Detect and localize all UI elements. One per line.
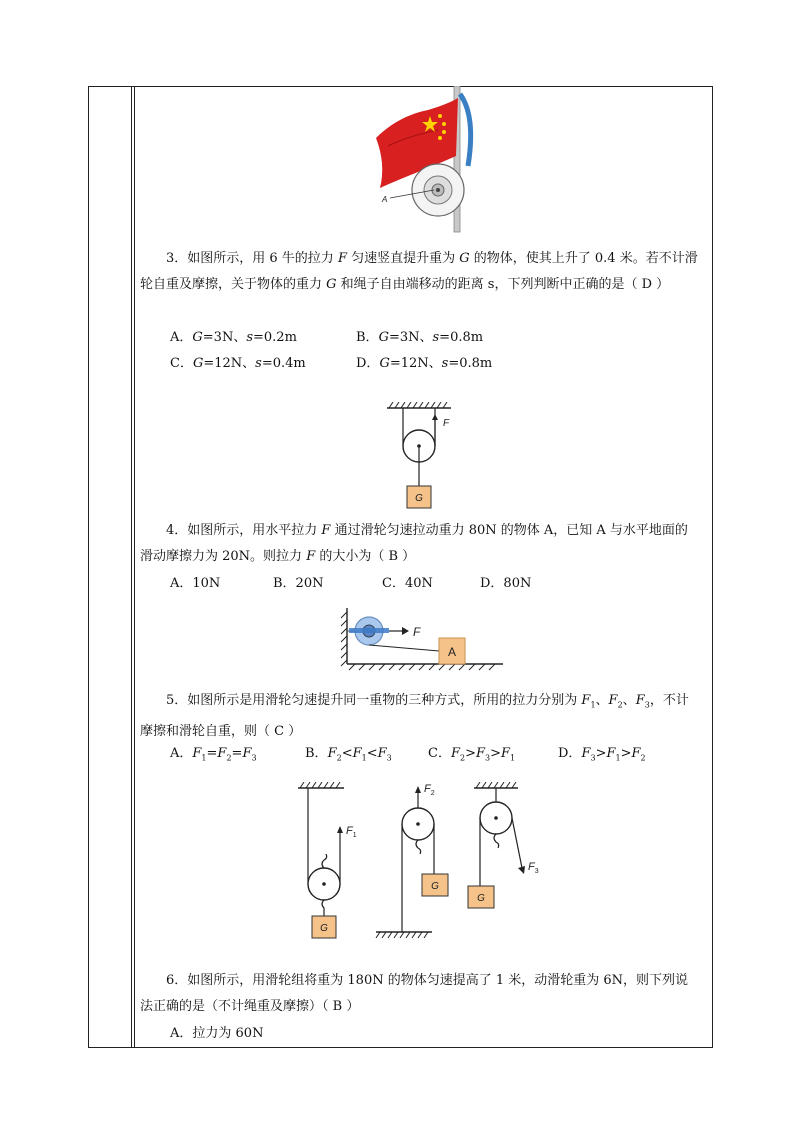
option-value: =0.8m xyxy=(439,330,484,345)
flag-pulley-figure xyxy=(368,86,488,236)
force-sub: 2 xyxy=(617,700,623,710)
option-var: s xyxy=(246,330,253,345)
expr-var: F xyxy=(377,746,387,761)
f3-sub: 3 xyxy=(534,868,539,875)
expr-op: = xyxy=(206,746,218,761)
force-var: F xyxy=(581,693,591,708)
f2-var: F xyxy=(424,783,431,795)
f1-sub: 1 xyxy=(352,832,357,839)
expr-var: F xyxy=(501,746,511,761)
q3-text-part: 匀速竖直提升重为 xyxy=(346,251,460,266)
option-value: =0.8m xyxy=(448,356,493,371)
flag-figure-label: A xyxy=(382,195,388,204)
q4-var-f: F xyxy=(306,549,316,564)
option-value: =0.4m xyxy=(261,356,306,371)
q4-block-label: A xyxy=(447,645,457,659)
q3-option-a xyxy=(170,328,297,348)
option-value: =0.2m xyxy=(253,330,297,345)
q5-weight-label-2: G xyxy=(431,881,439,892)
q5-text-part: ，不计摩擦和滑轮自重，则（ C ） xyxy=(140,693,689,739)
expr-sub: 3 xyxy=(485,753,491,763)
expr-op: > xyxy=(465,746,476,761)
expr-op: < xyxy=(341,746,353,761)
q4-text-part: 的大小为（ B ） xyxy=(315,549,416,564)
q5-option-c xyxy=(428,744,515,769)
expr-var: F xyxy=(242,746,252,761)
q3-text-part: 的物体，使其上升了 0.4 米。若不计滑轮自重及摩擦，关于物体的重力 xyxy=(140,251,698,292)
q5-option-a xyxy=(170,744,257,769)
expr-sub: 1 xyxy=(510,753,516,763)
q4-pulley-figure xyxy=(335,606,505,674)
expr-sub: 3 xyxy=(251,753,257,763)
q3-var-f: F xyxy=(337,251,347,266)
q5-f3-label xyxy=(528,861,539,875)
expr-var: F xyxy=(450,746,460,761)
option-value: =12N、 xyxy=(203,356,256,371)
q4-option-c: C．40N xyxy=(382,576,433,591)
expr-op: = xyxy=(231,746,243,761)
q5-option-d xyxy=(558,744,646,769)
option-label: B． xyxy=(305,746,328,761)
q5-option-b xyxy=(305,744,392,769)
q3-text-part: 和绳子自由端移动的距离 s，下列判断中正确的是（ D ） xyxy=(336,277,670,292)
force-sub: 3 xyxy=(644,700,650,710)
option-value: =3N、 xyxy=(388,330,433,345)
q3-option-d xyxy=(356,354,492,374)
expr-var: F xyxy=(352,746,362,761)
q3-weight-label: G xyxy=(415,493,423,504)
f2-sub: 2 xyxy=(430,790,435,797)
q4-option-a: A．10N xyxy=(170,576,221,591)
option-var: s xyxy=(432,330,440,345)
q4-text-part: 4．如图所示，用水平拉力 xyxy=(166,523,322,538)
q5-weight-label-1: G xyxy=(320,923,328,934)
q5-pulley-figure xyxy=(296,782,558,952)
question-4-text xyxy=(140,518,700,570)
expr-sub: 3 xyxy=(590,753,596,763)
table-column-divider xyxy=(131,86,132,1048)
expr-op: > xyxy=(620,746,632,761)
question-5-text: 5．如图所示是用滑轮匀速提升同一重物的三种方式，所用的拉力分别为 $F_1$、$F_2$、$F_3$，不计摩擦和滑轮自重，则（ C ） xyxy=(140,693,689,739)
option-label: B． xyxy=(356,330,379,345)
expr-sub: 3 xyxy=(386,753,392,763)
option-label: A． xyxy=(170,330,193,345)
expr-var: F xyxy=(606,746,616,761)
q3-var-g: G xyxy=(459,251,470,266)
q5-text-part: 5．如图所示是用滑轮匀速提升同一重物的三种方式，所用的拉力分别为 xyxy=(166,693,582,708)
expr-var: F xyxy=(192,746,202,761)
question-3-text xyxy=(140,246,700,298)
option-var: s xyxy=(441,356,449,371)
option-var: G xyxy=(192,330,203,345)
expr-sub: 1 xyxy=(361,753,367,763)
option-label: C． xyxy=(428,746,451,761)
q5-f1-label xyxy=(346,825,357,839)
f3-var: F xyxy=(528,861,535,873)
f1-var: F xyxy=(346,825,353,837)
q3-force-label: F xyxy=(443,418,450,429)
expr-sub: 2 xyxy=(336,753,342,763)
expr-sub: 2 xyxy=(640,753,646,763)
option-label: C． xyxy=(170,356,193,371)
force-var: F xyxy=(608,693,618,708)
option-label: A． xyxy=(170,746,193,761)
expr-var: F xyxy=(217,746,227,761)
expr-sub: 1 xyxy=(201,753,207,763)
option-var: G xyxy=(379,356,390,371)
q3-text-part: 3．如图所示，用 6 牛的拉力 xyxy=(166,251,338,266)
question-6-text: 6．如图所示，用滑轮组将重为 180N 的物体匀速提高了 1 米，动滑轮重为 6N，则下列说法正确的是（不计绳重及摩擦）（ B ） xyxy=(140,973,689,1014)
q4-var-f: F xyxy=(321,523,331,538)
q3-pulley-figure xyxy=(385,402,465,520)
q6-option-a: A．拉力为 60N xyxy=(170,1026,264,1041)
expr-op: > xyxy=(595,746,607,761)
q5-f2-label xyxy=(424,783,435,797)
option-value: =12N、 xyxy=(389,356,442,371)
q4-text-part: 通过滑轮匀速拉动重力 80N 的物体 A，已知 A 与水平地面的滑动摩擦力为 20N。则拉力 xyxy=(140,523,688,564)
q3-option-c xyxy=(170,354,306,374)
option-var: G xyxy=(378,330,389,345)
expr-sub: 2 xyxy=(459,753,466,763)
option-label: D． xyxy=(558,746,582,761)
option-label: D． xyxy=(356,356,380,371)
q5-weight-label-3: G xyxy=(477,893,485,904)
expr-var: F xyxy=(581,746,591,761)
expr-sub: 2 xyxy=(226,753,232,763)
q4-force-label: F xyxy=(413,625,421,639)
q4-option-b: B．20N xyxy=(273,576,324,591)
expr-sub: 1 xyxy=(615,753,621,763)
expr-var: F xyxy=(475,746,486,761)
worksheet-content xyxy=(140,86,700,1048)
force-var: F xyxy=(635,693,645,708)
expr-var: F xyxy=(327,746,337,761)
force-sub: 1 xyxy=(590,700,596,710)
option-var: G xyxy=(192,356,204,371)
table-column-divider-inner xyxy=(134,86,135,1048)
expr-op: < xyxy=(366,746,378,761)
q4-option-d: D．80N xyxy=(480,576,532,591)
q3-var-g: G xyxy=(326,277,337,292)
option-value: =3N、 xyxy=(202,330,247,345)
expr-var: F xyxy=(631,746,641,761)
q3-option-b xyxy=(356,328,483,348)
option-var: s xyxy=(255,356,262,371)
expr-op: > xyxy=(490,746,502,761)
